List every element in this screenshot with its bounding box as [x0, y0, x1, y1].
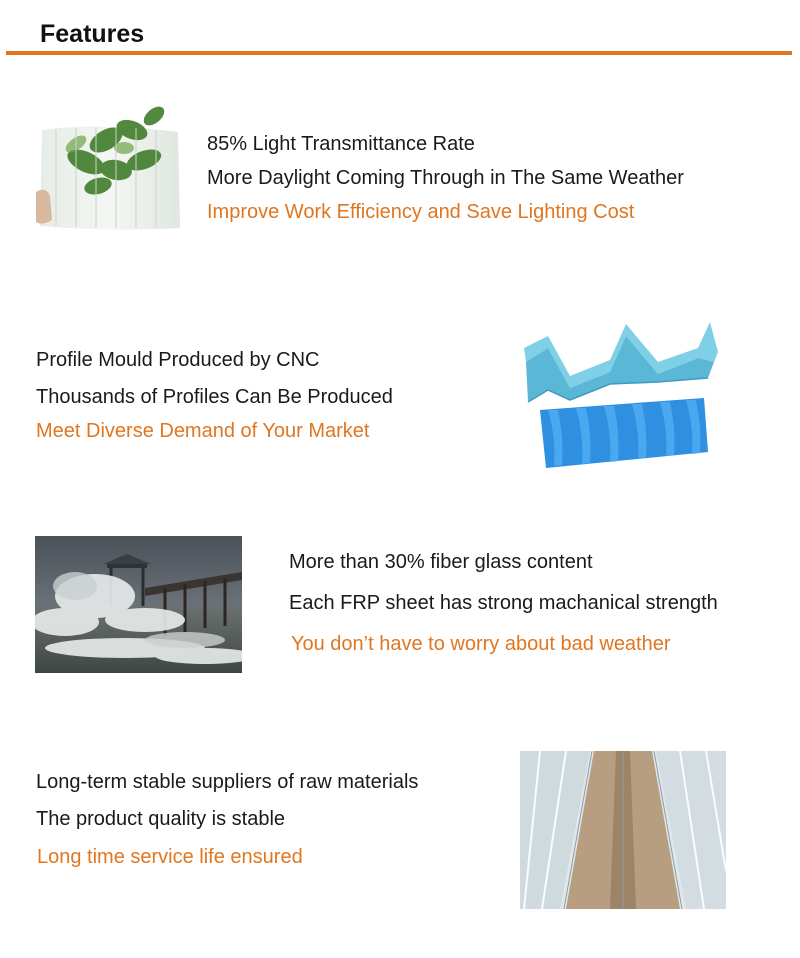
page-title: Features — [40, 20, 145, 48]
feature-4-highlight: Long time service life ensured — [37, 846, 303, 868]
feature-2-line-2: Thousands of Profiles Can Be Produced — [36, 386, 393, 408]
feature-3-line-1: More than 30% fiber glass content — [289, 551, 593, 573]
feature-1-line-2: More Daylight Coming Through in The Same Weather — [207, 167, 684, 189]
feature-1-highlight: Improve Work Efficiency and Save Lighting Cost — [207, 201, 635, 223]
plant-sheet-image — [36, 100, 182, 230]
feature-1-line-1: 85% Light Transmittance Rate — [207, 133, 475, 155]
feature-4-line-1: Long-term stable suppliers of raw materials — [36, 771, 419, 793]
storm-pier-image — [35, 536, 242, 673]
title-divider — [6, 51, 792, 55]
feature-3-line-2: Each FRP sheet has strong machanical strength — [289, 592, 718, 614]
skylight-roof-image — [520, 751, 726, 909]
feature-3-highlight: You don’t have to worry about bad weather — [291, 633, 671, 655]
feature-2-highlight: Meet Diverse Demand of Your Market — [36, 420, 370, 442]
corrugated-sheets-image — [518, 318, 722, 470]
feature-2-line-1: Profile Mould Produced by CNC — [36, 349, 320, 371]
feature-4-line-2: The product quality is stable — [36, 808, 286, 830]
